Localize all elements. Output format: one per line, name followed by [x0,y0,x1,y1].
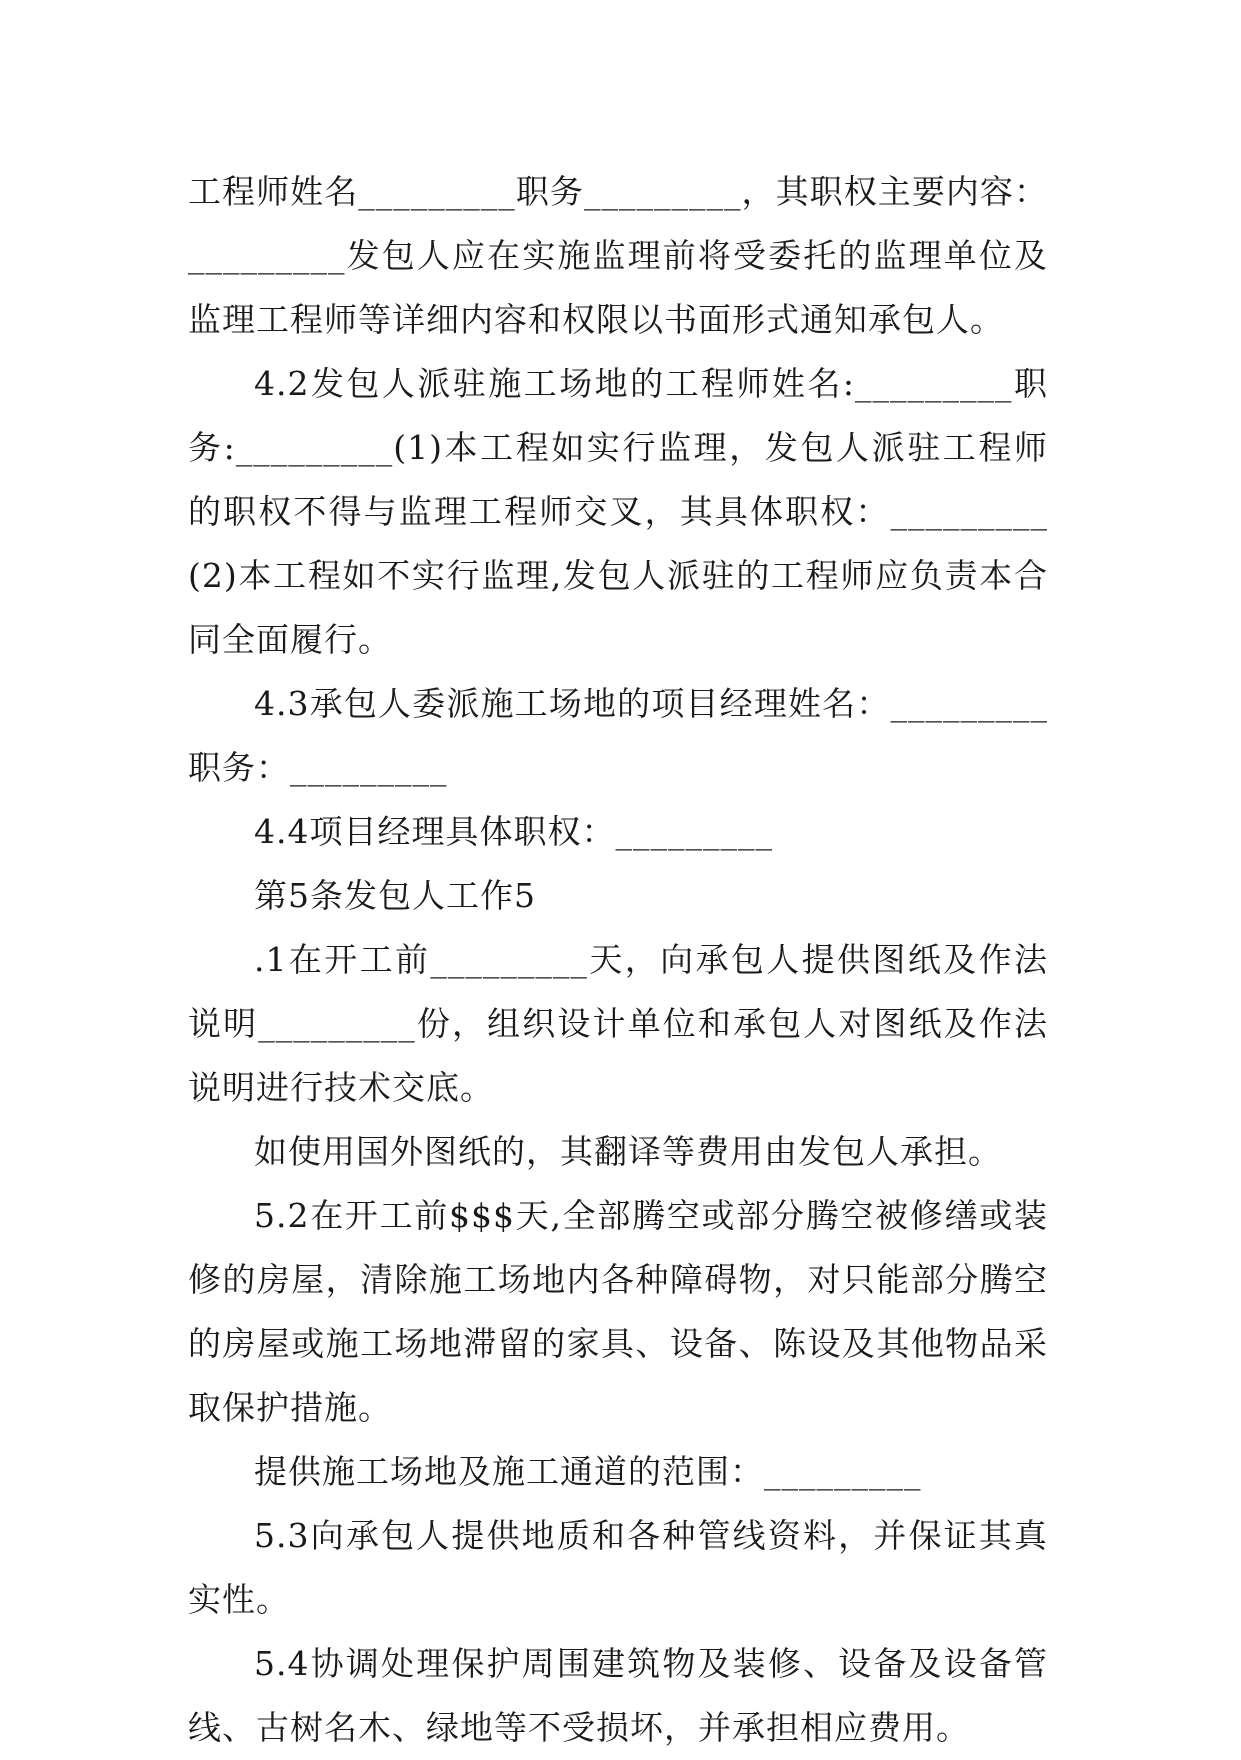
paragraph-5-3: 5.3向承包人提供地质和各种管线资料，并保证其真实性。 [188,1516,1048,1619]
paragraph-engineer-authority: 工程师姓名_________职务_________，其职权主要内容：_________发包人应在实施监理前将受委托的监理单位及监理工程师等详细内容和权限以书面形式通知承包人。 [188,172,1048,339]
paragraph-foreign-drawings: 如使用国外图纸的，其翻译等费用由发包人承担。 [254,1132,1002,1171]
paragraph-site-scope: 提供施工场地及施工通道的范围：_________ [254,1452,922,1491]
paragraph-5-1: .1在开工前_________天，向承包人提供图纸及作法说明_________份，组织设计单位和承包人对图纸及作法说明进行技术交底。 [188,940,1048,1107]
document-body [188,160,1048,1760]
paragraph-4-2: 4.2发包人派驻施工场地的工程师姓名:_________职务:_________(1)本工程如实行监理，发包人派驻工程师的职权不得与监理工程师交叉，其具体职权：_________(2)本工程如不实行监理,发包人派驻的工程师应负责本合同全面履行。 [188,364,1048,659]
paragraph-article-5-heading: 第5条发包人工作5 [254,876,536,915]
paragraph-4-3: 4.3承包人委派施工场地的项目经理姓名：_________职务：_________ [188,684,1048,787]
paragraph-5-4: 5.4协调处理保护周围建筑物及装修、设备及设备管线、古树名木、绿地等不受损坏，并承担相应费用。 [188,1644,1048,1747]
paragraph-5-2: 5.2在开工前$$$天,全部腾空或部分腾空被修缮或装修的房屋，清除施工场地内各种障碍物，对只能部分腾空的房屋或施工场地滞留的家具、设备、陈设及其他物品采取保护措施。 [188,1196,1048,1427]
paragraph-4-4: 4.4项目经理具体职权：_________ [254,812,773,851]
